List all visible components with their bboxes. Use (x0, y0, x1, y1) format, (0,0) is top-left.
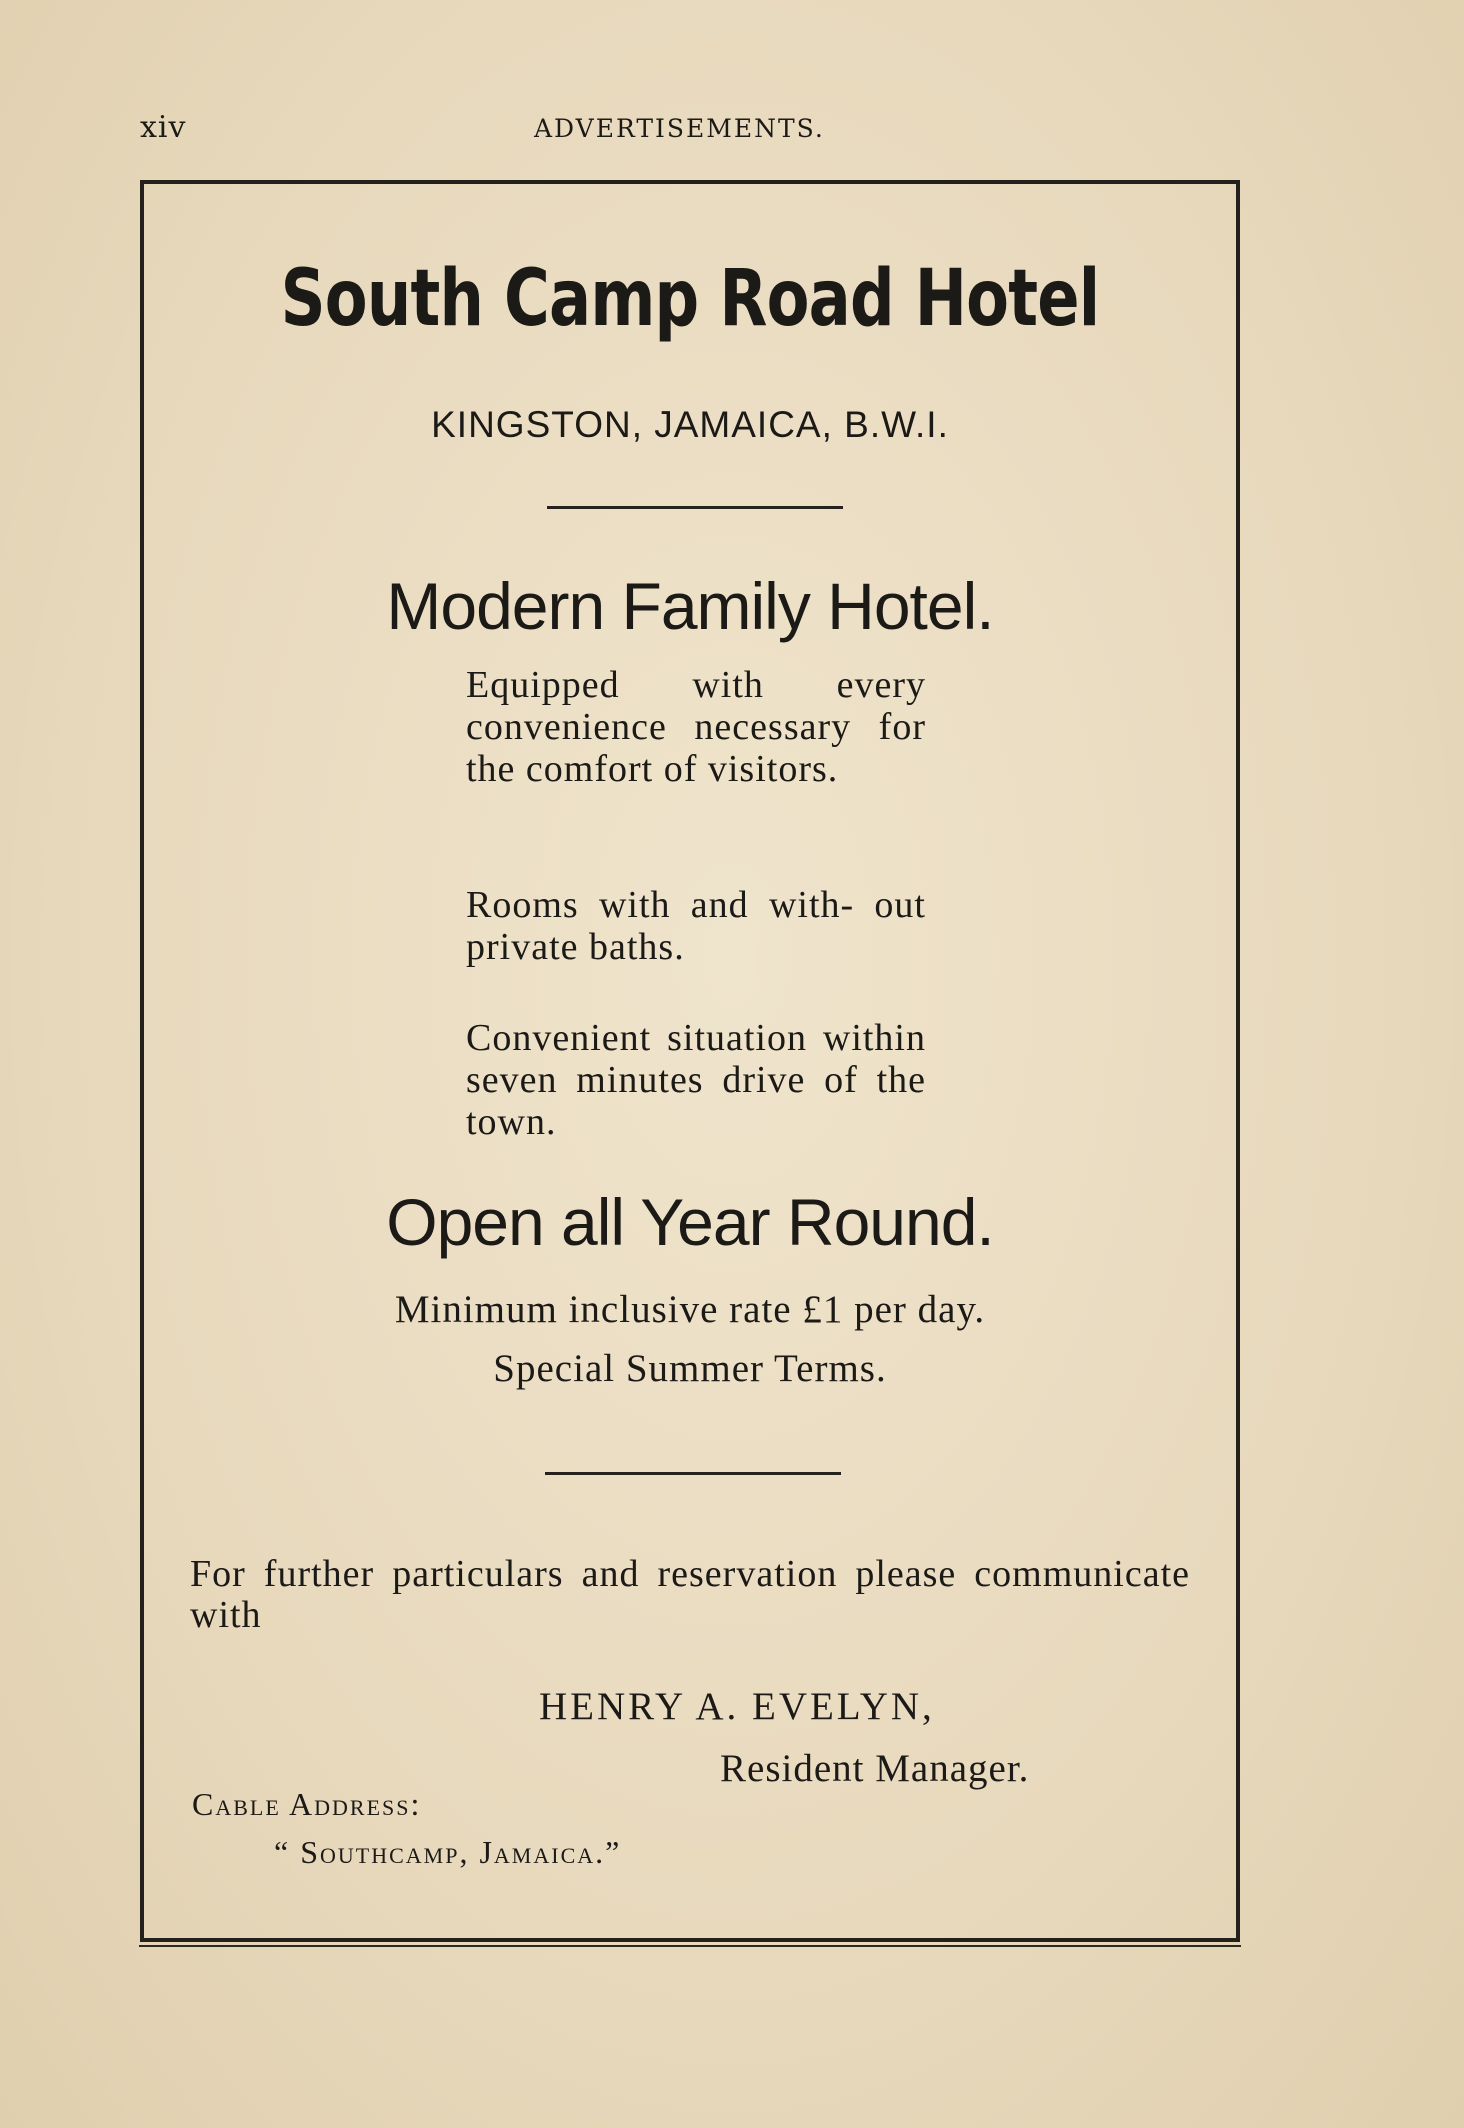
summer-terms: Special Summer Terms. (493, 1347, 887, 1390)
hotel-location: KINGSTON, JAMAICA, B.W.I. (431, 404, 949, 445)
manager-name: HENRY A. EVELYN, (539, 1685, 935, 1728)
hotel-name: South Camp Road Hotel (280, 254, 1100, 344)
cable-address-value: “ Southcamp, Jamaica.” (274, 1834, 622, 1870)
divider-rule (547, 506, 843, 509)
section-title: ADVERTISEMENTS. (534, 114, 825, 143)
rate-line: Minimum inclusive rate £1 per day. (394, 1288, 986, 1331)
divider-rule (545, 1472, 841, 1475)
page-number: xiv (140, 110, 187, 145)
hotel-tagline: Modern Family Hotel. (386, 569, 994, 643)
amenities-paragraph: Equipped with every convenience necessary for the comfort of visitors. (466, 664, 926, 790)
advertisement-frame (140, 180, 1240, 1942)
manager-title: Resident Manager. (720, 1747, 1030, 1790)
running-head (0, 110, 1464, 150)
location-paragraph: Convenient situation within seven minutes drive of the town. (466, 1017, 926, 1143)
availability-heading: Open all Year Round. (386, 1185, 994, 1259)
contact-paragraph: For further particulars and reservation please communicate with (190, 1553, 1190, 1636)
rooms-paragraph: Rooms with and with- out private baths. (466, 884, 926, 968)
cable-address-label: Cable Address: (192, 1786, 422, 1822)
